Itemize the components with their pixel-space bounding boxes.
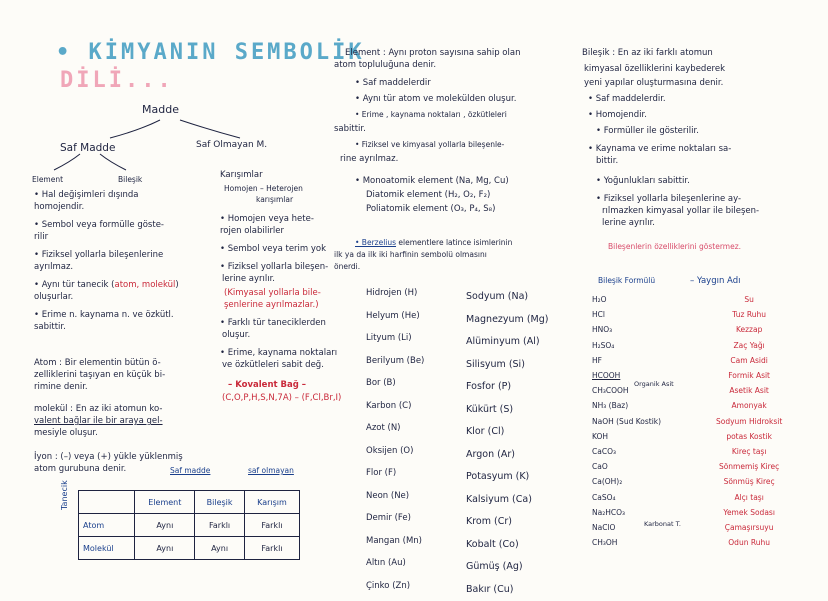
element-prop-1: • Saf maddelerdir [355,78,431,89]
table-cell: Farklı [195,514,245,537]
list-item: Helyum (He) [366,305,424,328]
list-item: potas Kostik [716,429,782,444]
left-l1: • Hal değişimleri dışında [34,190,139,201]
list-item: Neon (Ne) [366,485,424,508]
tree-karisimlar2: karışımlar [256,195,293,205]
list-item: Klor (Cl) [466,421,548,444]
comparison-table [78,490,300,560]
list-item: H₂SO₄ [592,338,661,353]
list-item: Mangan (Mn) [366,530,424,553]
kovalent-title: – Kovalent Bağ – [228,380,306,391]
left-l2: homojendir. [34,202,84,213]
iyon-def-2: atom gurubuna denir. [34,464,126,475]
list-item: Amonyak [716,398,782,413]
atom-def-3: rimine denir. [34,382,88,393]
element-poli: Poliatomik element (O₃, P₄, S₈) [366,204,495,215]
left-l4: rilir [34,232,48,243]
element-di: Diatomik element (H₂, O₂, F₂) [366,190,490,201]
table-cell: Aynı [195,537,245,560]
list-item: Su [716,292,782,307]
tree-homojen: Homojen – Heterojen [224,184,303,194]
list-item: Sodyum (Na) [466,286,548,309]
element-mono: • Monoatomik element (Na, Mg, Cu) [355,176,509,187]
element-list-2 [466,286,548,601]
element-prop-3b: sabittir. [334,124,366,135]
table-header-cell: Element [135,491,195,514]
table-cell: Farklı [244,537,299,560]
left-l7: • Aynı tür tanecik (atom, molekül) [34,280,179,291]
tree-madde: Madde [142,103,179,116]
list-item: Sodyum Hidroksit [716,414,782,429]
tree-saf-madde: Saf Madde [60,142,115,154]
list-item: Odun Ruhu [716,535,782,550]
list-item: Magnezyum (Mg) [466,309,548,332]
list-item: Bor (B) [366,372,424,395]
bilesik-prop-6c: lerine ayrılır. [602,218,655,229]
bilesik-prop-6b: rılmazken kimyasal yollar ile bileşen- [602,206,759,217]
list-item: Çinko (Zn) [366,575,424,598]
mid-m6: (Kimyasal yollarla bile- [224,288,321,299]
compound-name-list [716,292,782,550]
list-item: Karbon (C) [366,395,424,418]
atom-def-1: Atom : Bir elementin bütün ö- [34,358,161,369]
list-item: Formik Asit [716,368,782,383]
mid-m7: şenlerine ayrılmazlar.) [224,300,319,311]
element-def-2: atom topluluğuna denir. [334,60,436,71]
list-item: Altın (Au) [366,552,424,575]
left-l8: oluşurlar. [34,292,73,303]
element-prop-4b: rine ayrılmaz. [340,154,398,165]
table-cell: Molekül [79,537,135,560]
mid-m10: • Erime, kaynama noktaları [220,348,337,359]
tree-saf-olmayan: Saf Olmayan M. [196,140,267,150]
table-row [79,514,300,537]
bilesik-def-1: Bileşik : En az iki farklı atomun [582,48,713,59]
list-item: CaO [592,459,661,474]
list-item: CH₃COOH [592,383,661,398]
mol-def-2: valent bağlar ile bir araya gel- [34,416,163,427]
mid-m4: • Fiziksel yollarla bileşen- [220,262,328,273]
list-item: Cam Asidi [716,353,782,368]
list-item: NH₃ (Baz) [592,398,661,413]
bilesik-prop-4b: bittir. [596,156,618,167]
list-item: NaClO [592,520,661,535]
list-item: CaCO₃ [592,444,661,459]
list-item: Gümüş (Ag) [466,556,548,579]
list-item: Fosfor (P) [466,376,548,399]
karbonat-note: Karbonat T. [644,520,681,528]
table-cell: Atom [79,514,135,537]
tree-karisimlar: Karışımlar [220,170,263,181]
bilesik-prop-4: • Kaynama ve erime noktaları sa- [588,144,731,155]
list-item: Bakır (Cu) [466,579,548,601]
list-item: Sönmemiş Kireç [716,459,782,474]
element-prop-3: • Erime , kaynama noktaları , özkütleleri [355,110,507,120]
list-item: Kobalt (Co) [466,534,548,557]
mid-m11: ve özkütleleri sabit değ. [222,360,324,371]
mid-m3: • Sembol veya terim yok [220,244,326,255]
list-item: Yemek Sodası [716,505,782,520]
list-item: Lityum (Li) [366,327,424,350]
list-item: H₂O [592,292,661,307]
list-item: Kireç taşı [716,444,782,459]
table-cell: Aynı [135,514,195,537]
mid-m1: • Homojen veya hete- [220,214,314,225]
bilesik-prop-1: • Saf maddelerdir. [588,94,666,105]
mol-def-1: molekül : En az iki atomun ko- [34,404,162,415]
bilesik-def-2: kimyasal özelliklerini kaybederek [584,64,725,75]
element-prop-4: • Fiziksel ve kimyasal yollarla bileşenle- [355,140,504,150]
list-item: Hidrojen (H) [366,282,424,305]
list-item: Çamaşırsuyu [716,520,782,535]
table-header-cell: Bileşik [195,491,245,514]
organik-asit-note: Organik Asit [634,380,674,388]
mid-m2: rojen olabilirler [220,226,284,237]
mol-def-3: mesiyle oluşur. [34,428,98,439]
table-cell: Aynı [135,537,195,560]
list-item: Demir (Fe) [366,507,424,530]
list-item: HF [592,353,661,368]
mid-m9: oluşur. [222,330,250,341]
list-item: Alçı taşı [716,490,782,505]
list-item: Kükürt (S) [466,399,548,422]
left-l9: • Erime n. kaynama n. ve özkütl. [34,310,174,321]
tree-element: Element [32,175,63,185]
list-item: CH₃OH [592,535,661,550]
left-l5: • Fiziksel yollarla bileşenlerine [34,250,163,261]
left-l10: sabittir. [34,322,66,333]
list-item: Potasyum (K) [466,466,548,489]
kovalent-atoms: (C,O,P,H,S,N,7A) – (F,Cl,Br,I) [222,393,341,404]
table-row [79,537,300,560]
table-cell: Farklı [244,514,299,537]
bilesik-note: Bileşenlerin özelliklerini göstermez. [608,242,741,252]
compound-header-formula: Bileşik Formülü [598,276,655,286]
list-item: Tuz Ruhu [716,307,782,322]
berzelius-note-1: • Berzelius elementlere latince isimlerinin [355,238,512,248]
element-prop-2: • Aynı tür atom ve molekülden oluşur. [355,94,516,105]
element-def-1: Element : Aynı proton sayısına sahip olan [345,48,520,59]
saf-madde-label: Saf madde [170,466,210,476]
list-item: Alüminyum (Al) [466,331,548,354]
list-item: HCOOH [592,368,661,383]
tree-arrows-2 [40,152,160,176]
list-item: NaOH (Sud Kostik) [592,414,661,429]
list-item: Na₂HCO₃ [592,505,661,520]
list-item: Zaç Yağı [716,338,782,353]
mid-m8: • Farklı tür taneciklerden [220,318,326,329]
saf-olmayan-label: saf olmayan [248,466,294,476]
list-item: HNO₃ [592,322,661,337]
list-item: Berilyum (Be) [366,350,424,373]
list-item: Krom (Cr) [466,511,548,534]
bilesik-def-3: yeni yapılar oluşturmasına denir. [584,78,723,89]
iyon-def-1: İyon : (–) veya (+) yükle yüklenmiş [34,452,183,463]
left-l6: ayrılmaz. [34,262,73,273]
table-header-cell [79,491,135,514]
list-item: Ca(OH)₂ [592,474,661,489]
atom-def-2: zelliklerini taşıyan en küçük bi- [34,370,165,381]
list-item: Flor (F) [366,462,424,485]
table-side-label: Tanecik [60,480,69,510]
table-header-row [79,491,300,514]
list-item: Asetik Asit [716,383,782,398]
compound-header-name: – Yaygın Adı [690,276,740,287]
bilesik-prop-3: • Formüller ile gösterilir. [596,126,699,137]
list-item: Azot (N) [366,417,424,440]
list-item: Kalsiyum (Ca) [466,489,548,512]
list-item: Sönmüş Kireç [716,474,782,489]
list-item: Silisyum (Si) [466,354,548,377]
table-header-cell: Karışım [244,491,299,514]
list-item: Argon (Ar) [466,444,548,467]
bilesik-prop-2: • Homojendir. [588,110,647,121]
compound-formula-list [592,292,661,550]
page-title-line1: • KİMYANIN SEMBOLİK [56,40,365,65]
bilesik-prop-6: • Fiziksel yollarla bileşenlerine ay- [596,194,741,205]
page-title-line2: DİLİ... [60,68,174,93]
list-item: CaSO₄ [592,490,661,505]
tree-bilesik: Bileşik [118,175,142,185]
berzelius-note-3: önerdi. [334,262,360,272]
mid-m5: lerine ayrılır. [222,274,275,285]
list-item: KOH [592,429,661,444]
bilesik-prop-5: • Yoğunlukları sabittir. [596,176,690,187]
berzelius-note-2: ilk ya da ilk iki harfinin sembolü olmasını [334,250,487,260]
element-list-1 [366,282,424,597]
list-item: HCl [592,307,661,322]
list-item: Kezzap [716,322,782,337]
list-item: Oksijen (O) [366,440,424,463]
left-l3: • Sembol veya formülle göste- [34,220,164,231]
